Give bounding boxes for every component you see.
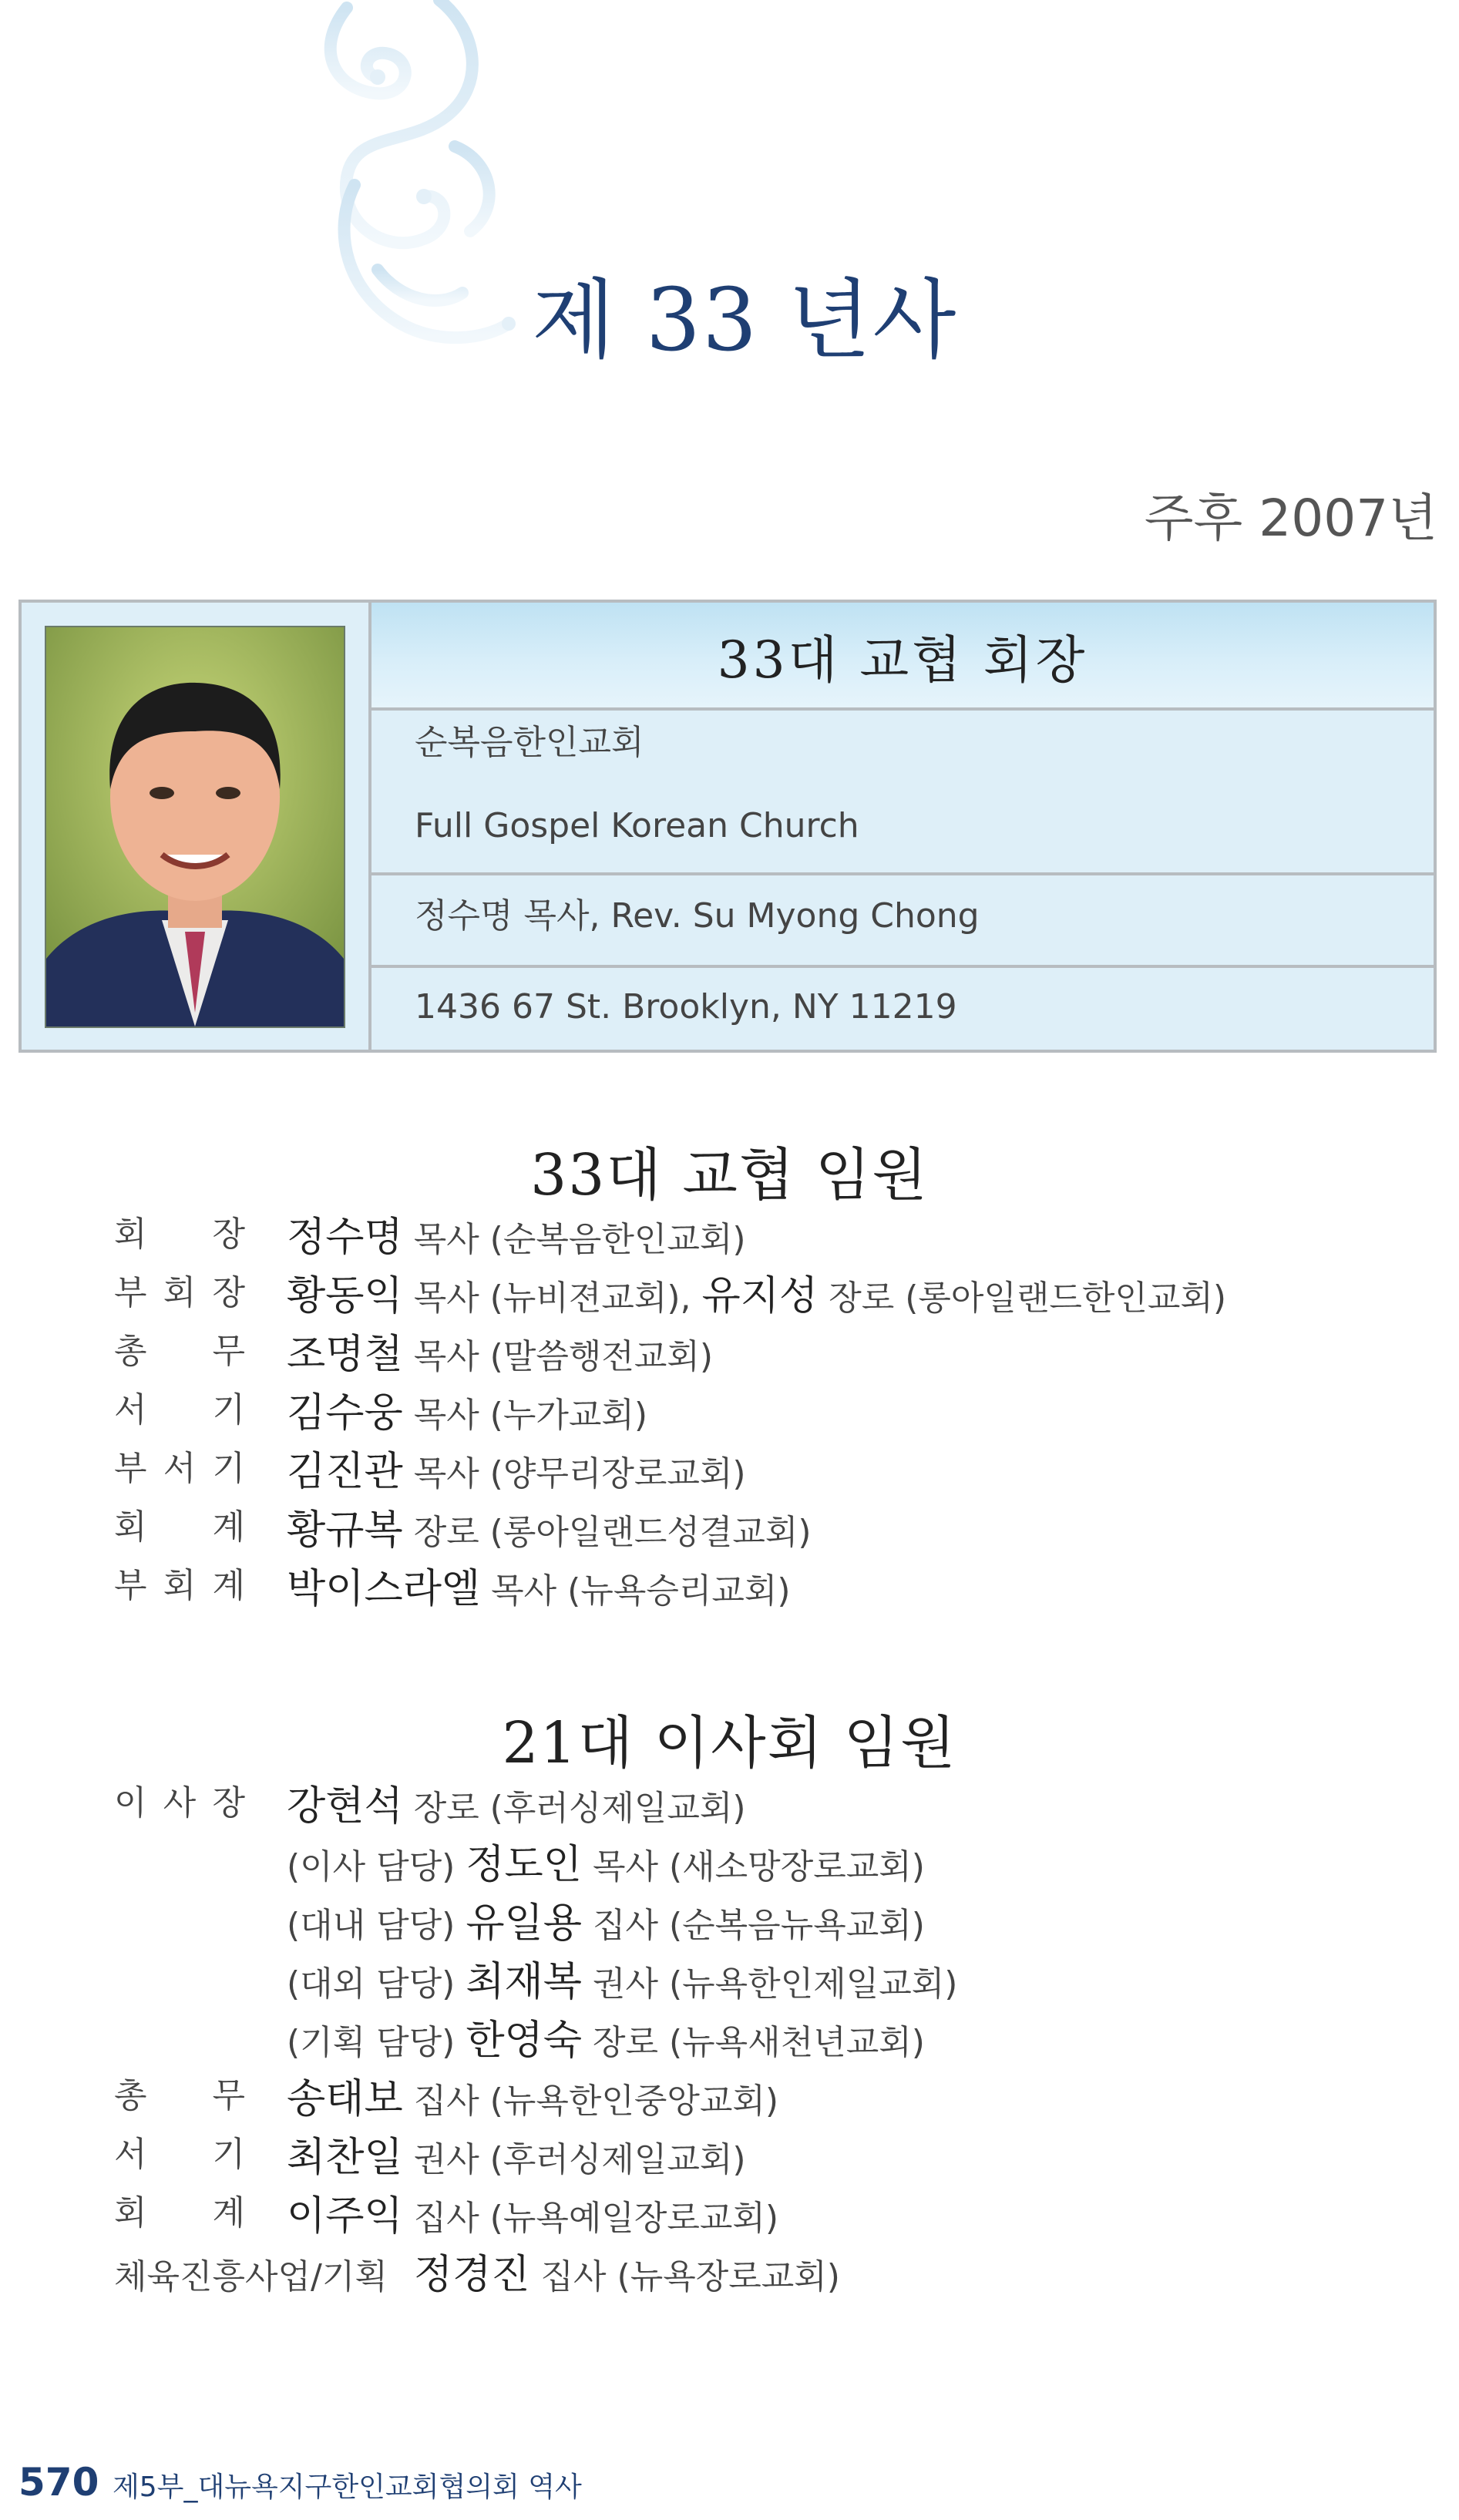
officer-role: 회 장 [114, 1215, 245, 1254]
board-sub-row [0, 2018, 1459, 2067]
officer-name: 황규복 [287, 1507, 403, 1554]
officer-role: 부 서 기 [114, 1449, 245, 1488]
board-sub-role: (기획 담당) [287, 2023, 466, 2062]
officer-row [0, 1507, 1459, 1557]
officer-name: 정수명 [287, 1215, 403, 1261]
board-role: 이 사 장 [114, 1783, 245, 1823]
officers-title: 33대 교협 임원 [530, 1142, 929, 1208]
card-header [371, 603, 1434, 711]
officer-role: 총 무 [114, 1332, 245, 1371]
board-row [0, 2193, 1459, 2243]
president-photo [45, 626, 345, 1028]
card-divider [371, 872, 1434, 875]
board-detail: 집사 (순복음뉴욕교회) [582, 1906, 925, 1945]
footer-section-title: 제5부_대뉴욕지구한인교회협의회 역사 [113, 2471, 582, 2503]
board-detail: 목사 (새소망장로교회) [582, 1847, 925, 1887]
board-name: 강현석 [287, 1783, 403, 1830]
officer-name: 김진관 [287, 1449, 403, 1495]
president-card [18, 600, 1437, 1053]
board-detail: 집사 (뉴욕예일장로교회) [402, 2199, 779, 2238]
board-name: 정경진 [413, 2252, 530, 2298]
board-row [0, 2135, 1459, 2184]
church-address: 1436 67 St. Brooklyn, NY 11219 [415, 987, 957, 1026]
officer-row [0, 1273, 1459, 1322]
board-title: 21대 이사회 임원 [502, 1710, 957, 1776]
board-sub-role: (이사 담당) [287, 1847, 466, 1887]
officer-detail: 목사 (뉴욕승리교회) [480, 1571, 791, 1611]
officer-role: 회 계 [114, 1507, 245, 1547]
officer-role: 부 회 계 [114, 1566, 245, 1605]
board-special-row [114, 2252, 840, 2301]
board-sub-role: (대외 담당) [287, 1964, 466, 2004]
board-row [0, 2076, 1459, 2125]
pastor-name: 정수명 목사, Rev. Su Myong Chong [415, 896, 980, 936]
officer-row [0, 1390, 1459, 1440]
board-role: 총 무 [114, 2076, 245, 2115]
officer-name: 박이스라엘 [287, 1566, 481, 1612]
officer-row [0, 1332, 1459, 1381]
board-sub-row [0, 1959, 1459, 2008]
board-name: 최재복 [466, 1959, 583, 2005]
board-detail: 집사 (뉴욕한인중앙교회) [402, 2082, 779, 2121]
officer-role: 서 기 [114, 1390, 245, 1430]
officer-detail: 장로 (롱아일랜드한인교회) [818, 1278, 1227, 1318]
board-name: 송태보 [287, 2076, 403, 2122]
officer-row [0, 1449, 1459, 1498]
board-role: 서 기 [114, 2135, 245, 2174]
officer-name: 김수웅 [287, 1390, 403, 1436]
officer-name: 황동익 [287, 1273, 403, 1319]
officer-name: 조명철 [287, 1332, 403, 1378]
officer-detail: 목사 (말씀행전교회) [402, 1337, 714, 1376]
officer-detail: 목사 (뉴비젼교회), [402, 1278, 702, 1318]
board-name: 정도인 [466, 1842, 583, 1888]
board-detail: 권사 (후러싱제일교회) [402, 2140, 746, 2179]
board-detail: 장로 (후러싱제일교회) [402, 1789, 746, 1828]
board-name: 최찬일 [287, 2135, 403, 2181]
board-detail: 권사 (뉴욕한인제일교회) [582, 1964, 958, 2004]
officer-detail: 장로 (롱아일랜드성결교회) [402, 1513, 812, 1552]
board-sub-row [0, 1842, 1459, 1891]
chapter-title: 제 33 년사 [532, 270, 958, 371]
officer-row [0, 1566, 1459, 1615]
church-korean: 순복음한인교회 [415, 723, 644, 762]
board-role: 회 계 [114, 2193, 245, 2233]
officer-detail: 목사 (순복음한인교회) [402, 1220, 746, 1259]
board-sub-role: (대내 담당) [287, 1906, 466, 1945]
board-special-role: 체육진흥사업/기획 [114, 2257, 388, 2297]
card-header-title: 33대 교협 회장 [717, 630, 1088, 690]
officer-detail: 목사 (누가교회) [402, 1396, 648, 1435]
page-number: 570 [18, 2460, 99, 2505]
board-name: 이주익 [287, 2193, 403, 2239]
board-detail: 집사 (뉴욕장로교회) [529, 2257, 840, 2297]
board-name: 유일용 [466, 1900, 583, 1947]
year-label: 주후 2007년 [1144, 489, 1437, 548]
portrait-image [46, 627, 344, 1026]
church-english: Full Gospel Korean Church [415, 806, 859, 845]
officer-role: 부 회 장 [114, 1273, 245, 1312]
officer-name: 유지성 [701, 1273, 819, 1319]
officer-row [0, 1215, 1459, 1264]
board-name: 한영숙 [466, 2018, 583, 2064]
board-detail: 장로 (뉴욕새천년교회) [582, 2023, 925, 2062]
card-divider [371, 965, 1434, 968]
board-sub-row [0, 1900, 1459, 1950]
ornament-swirl-icon [301, 0, 532, 370]
board-row [0, 1783, 1459, 1833]
officer-detail: 목사 (양무리장로교회) [402, 1454, 746, 1494]
